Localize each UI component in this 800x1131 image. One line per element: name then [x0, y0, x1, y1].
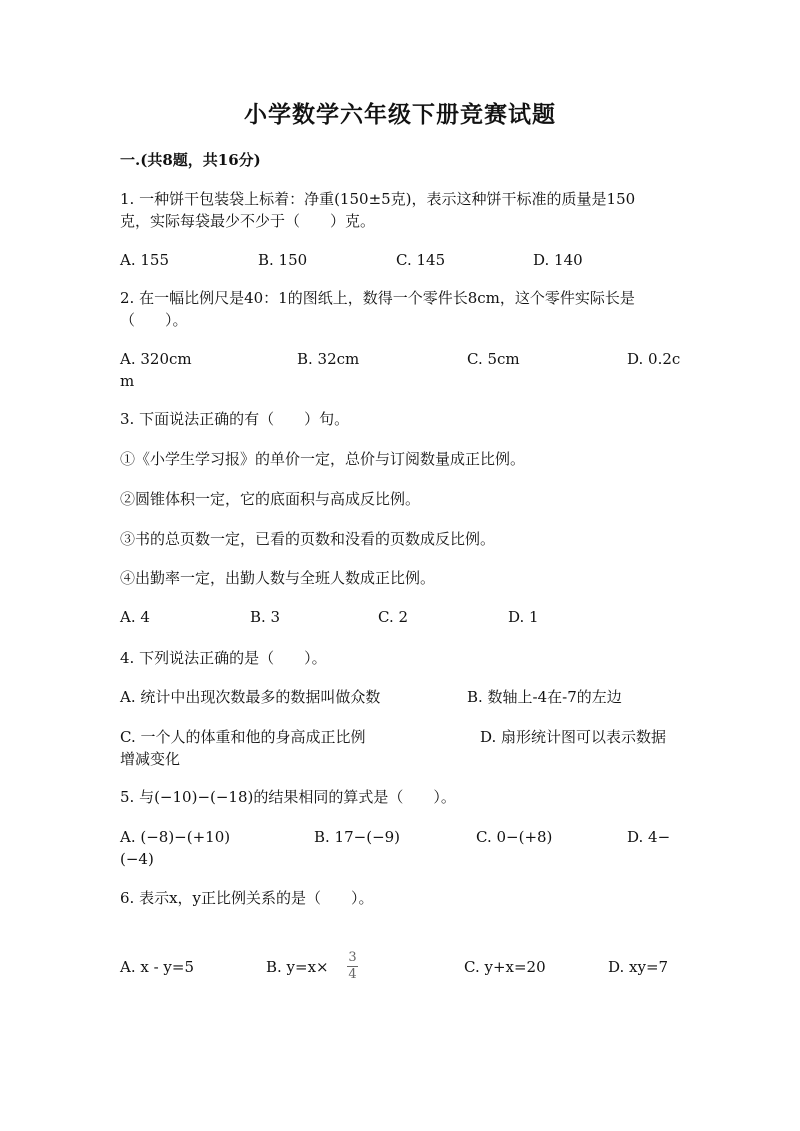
page-title: 小学数学六年级下册竞赛试题 [244, 101, 556, 128]
question-6-stem: 6. 表示x，y正比例关系的是（ ）。 [120, 889, 374, 907]
question-5-option-a: A. (−8)−(+10) [120, 828, 231, 846]
question-6-option-d: D. xy=7 [608, 958, 669, 976]
question-2-option-b: B. 32cm [297, 350, 360, 368]
question-6-option-b-fraction [347, 951, 358, 982]
question-1-stem-line2: 克，实际每袋最少不少于（ ）克。 [120, 212, 376, 230]
question-6-option-c: C. y+x=20 [464, 958, 546, 976]
question-5-stem: 5. 与(−10)−(−18)的结果相同的算式是（ ）。 [120, 788, 456, 806]
question-3-statement-1: ①《小学生学习报》的单价一定，总价与订阅数量成正比例。 [120, 450, 526, 468]
question-4-option-d-wrap: 增减变化 [120, 750, 181, 768]
question-3-statement-2: ②圆锥体积一定，它的底面积与高成反比例。 [120, 490, 421, 508]
question-1-stem-line1: 1. 一种饼干包装袋上标着：净重(150±5克)，表示这种饼干标准的质量是150 [120, 190, 636, 208]
question-5-option-d-wrap: (−4) [120, 850, 154, 868]
question-2-option-d-wrap: m [120, 372, 135, 390]
question-3-option-d: D. 1 [508, 608, 539, 626]
fraction-numerator: 3 [348, 950, 357, 965]
question-4-stem: 4. 下列说法正确的是（ ）。 [120, 649, 327, 667]
question-1-option-a: A. 155 [120, 251, 169, 269]
question-3-option-b: B. 3 [250, 608, 281, 626]
question-3-option-a: A. 4 [120, 608, 150, 626]
question-1-option-c: C. 145 [396, 251, 446, 269]
question-1-option-b: B. 150 [258, 251, 308, 269]
question-1-option-d: D. 140 [533, 251, 583, 269]
question-2-option-c: C. 5cm [467, 350, 520, 368]
question-2-option-d: D. 0.2c [627, 350, 681, 368]
question-5-option-b: B. 17−(−9) [314, 828, 401, 846]
question-4-option-c: C. 一个人的体重和他的身高成正比例 [120, 728, 366, 746]
question-3-option-c: C. 2 [378, 608, 409, 626]
fraction-denominator: 4 [348, 967, 357, 982]
question-3-statement-3: ③书的总页数一定，已看的页数和没看的页数成反比例。 [120, 530, 496, 548]
question-4-option-b: B. 数轴上-4在-7的左边 [467, 688, 622, 706]
question-5-option-c: C. 0−(+8) [476, 828, 553, 846]
question-6-option-a: A. x - y=5 [120, 958, 195, 976]
question-2-stem-line2: （ ）。 [120, 311, 188, 329]
question-3-statement-4: ④出勤率一定，出勤人数与全班人数成正比例。 [120, 569, 436, 587]
section-heading: 一.(共8题，共16分) [120, 151, 261, 169]
question-2-option-a: A. 320cm [120, 350, 192, 368]
question-2-stem-line1: 2. 在一幅比例尺是40：1的图纸上，数得一个零件长8cm，这个零件实际长是 [120, 289, 635, 307]
question-5-option-d: D. 4− [627, 828, 671, 846]
question-4-option-a: A. 统计中出现次数最多的数据叫做众数 [120, 688, 381, 706]
question-6-option-b: B. y=x× [266, 958, 329, 976]
question-4-option-d: D. 扇形统计图可以表示数据 [480, 728, 667, 746]
question-3-stem: 3. 下面说法正确的有（ ）句。 [120, 410, 350, 428]
